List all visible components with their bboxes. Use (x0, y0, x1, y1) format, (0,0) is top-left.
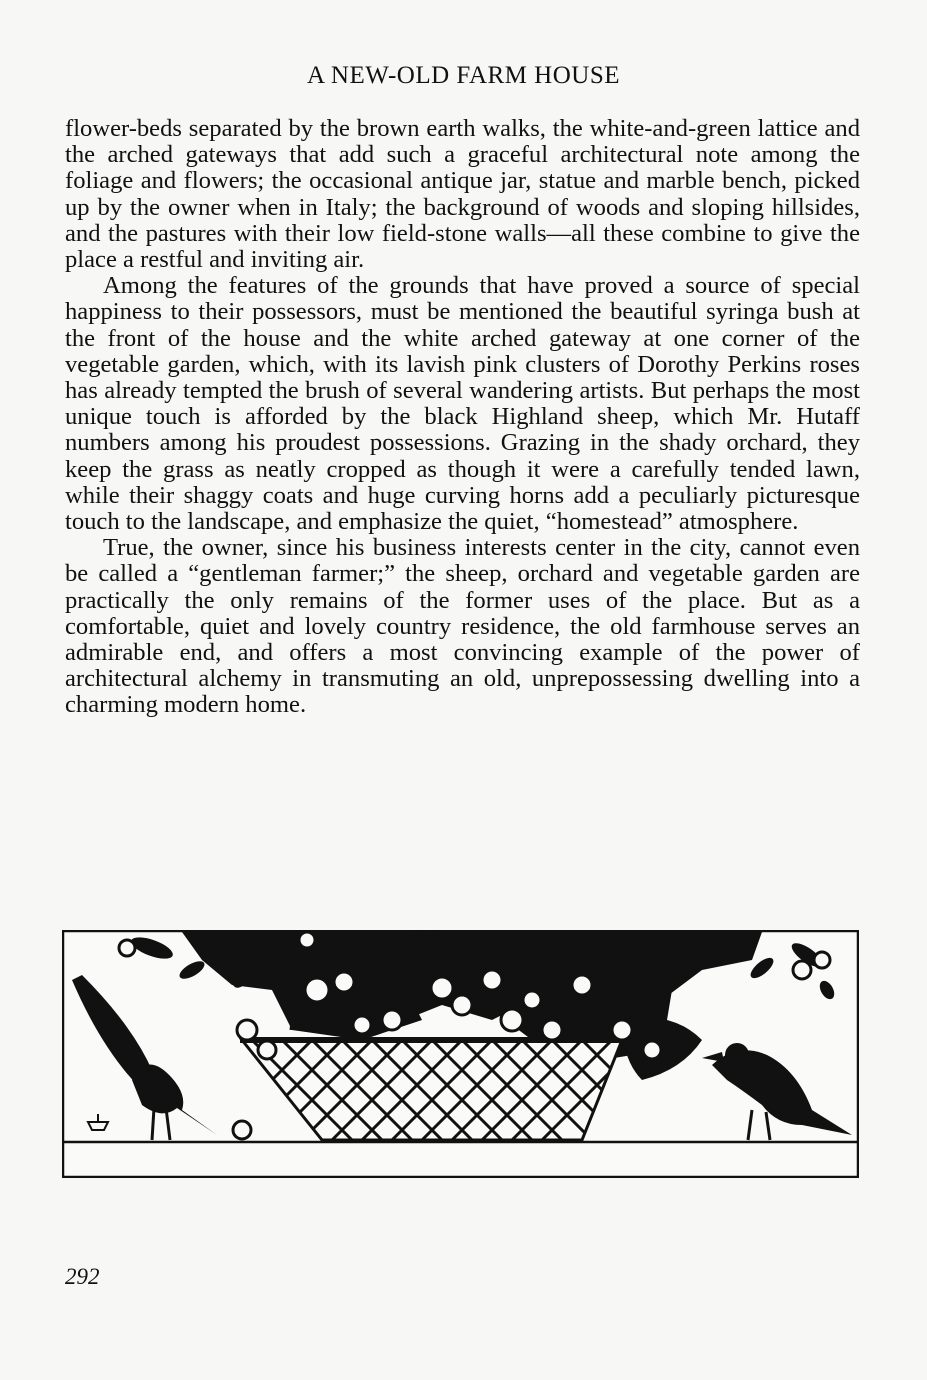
running-head: A NEW-OLD FARM HOUSE (306, 62, 620, 89)
paragraph-1: flower-beds separated by the brown earth walks, the white-and-green lattice and the arched gateways that add such a graceful architectural note among the foliage and flowers; the occasional antique jar, statue and marble bench, picked up by the owner when in Italy; the background of woods and sloping hillsides, and the pastures with their low field-stone walls—all these combine to give the place a restful and inviting air. (65, 115, 860, 274)
article-body (65, 116, 860, 719)
paragraph-2: Among the features of the grounds that have proved a source of special happiness to their possessors, must be mentioned the beautiful syringa bush at the front of the house and the white arched gateway at one corner of the vegetable garden, which, with its lavish pink clusters of Dorothy Perkins roses has already tempted the brush of several wandering artists. But perhaps the most unique touch is afforded by the black Highland sheep, which Mr. Hutaff numbers among his proudest possessions. Grazing in the shady orchard, they keep the grass as neatly cropped as though it were a carefully tended lawn, while their shaggy coats and huge curving horns add a peculiarly picturesque touch to the landscape, and emphasize the quiet, “homestead” atmosphere. (65, 272, 860, 536)
page-number: 292 (65, 1264, 100, 1289)
decorative-vignette (62, 930, 859, 1178)
fruit-basket-illustration (62, 930, 859, 1178)
paragraph-3: True, the owner, since his business interests center in the city, cannot even be called a “gentleman farmer;” the sheep, orchard and vegetable garden are practically the only remains of the former uses of the place. But as a comfortable, quiet and lovely country residence, the old farmhouse serves an admirable end, and offers a most convincing example of the power of architectural alchemy in transmuting an old, unprepossessing dwelling into a charming modern home. (65, 534, 860, 719)
